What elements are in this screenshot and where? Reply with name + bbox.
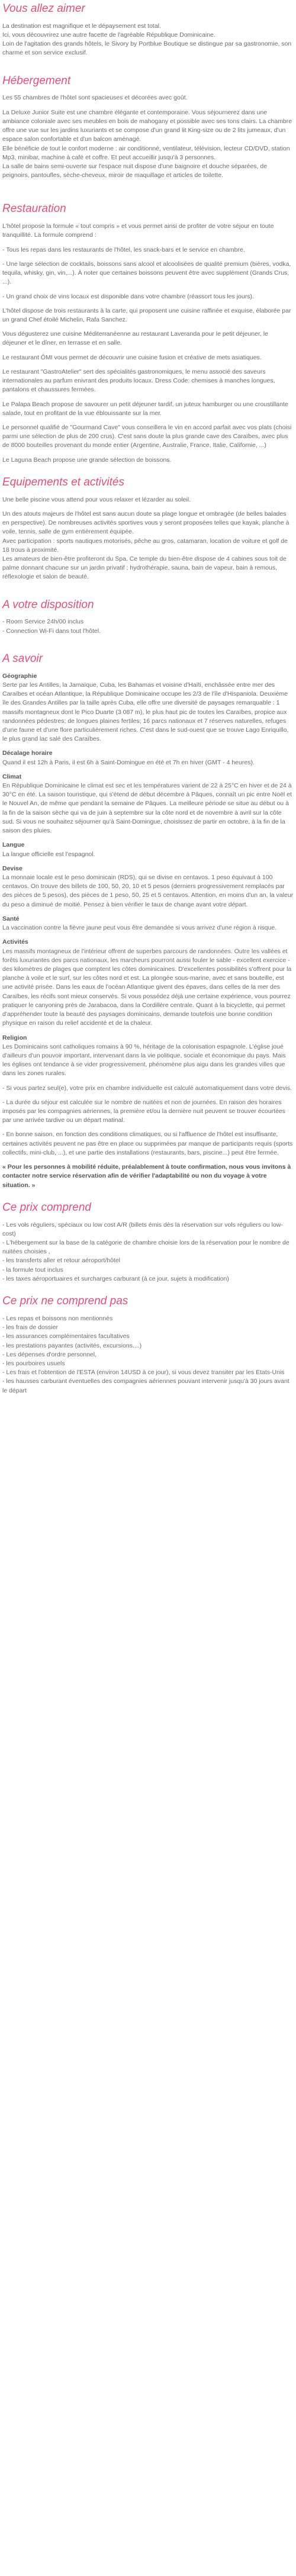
section-heading: Hébergement bbox=[2, 74, 71, 87]
section-disposition bbox=[2, 599, 294, 636]
note: - Si vous partez seul(e), votre prix en chambre individuelle est calculé automatiquement dans votre devis. bbox=[2, 1084, 292, 1092]
section-prix-comprend bbox=[2, 1201, 294, 1284]
section-heading: Vous allez aimer bbox=[2, 2, 85, 15]
section-heading: Equipements et activités bbox=[2, 475, 124, 488]
text-line: - Room Service 24h/00 inclus bbox=[2, 618, 84, 626]
closing-notice: « Pour les personnes à mobilité réduite, préalablement à toute confirmation, nous vous invitons à contacter notre service réservation afin de vérifier l'adaptabilité ou non du voyage à votre situation. » bbox=[2, 1163, 291, 1189]
list-item: - Les repas et boissons non mentionnés bbox=[2, 1314, 113, 1322]
list-item: - Les dépenses d'ordre personnel, bbox=[2, 1350, 97, 1358]
subheading-devise: Devise bbox=[2, 864, 22, 872]
subheading-decalage: Décalage horaire bbox=[2, 750, 53, 757]
paragraph: Le restaurant ÔMI vous permet de découvrir une cuisine fusion et créative de mets asiatiques. bbox=[2, 353, 262, 361]
paragraph: Le personnel qualifié de "Gourmand Cave" vous conseillera le vin en accord parfait avec vos plats (choisi parmi une sélection de plus de 200 crus). C'est sans doute la plus grande cave des Caraïbes, avec plus de 8000 bouteilles provenant du monde entier (Argentine, Australie, France, Italie, Californie, ...) bbox=[2, 423, 292, 449]
text-line: Loin de l'agitation des grands hôtels, le Sivory by Portblue Boutique se distingue par sa gastronomie, son charme et son service exclusif. bbox=[2, 40, 292, 57]
list-item: - les taxes aéroportuaires et surcharges carburant (à ce jour, sujets à modification) bbox=[2, 1275, 229, 1282]
subheading-climat: Climat bbox=[2, 773, 22, 780]
paragraph: Une belle piscine vous attend pour vous relaxer et lézarder au soleil. bbox=[2, 496, 191, 503]
excluded-list bbox=[2, 1314, 294, 1395]
subheading-religion: Religion bbox=[2, 1034, 27, 1041]
note: - La durée du séjour est calculée sur le nombre de nuitées et non de journées. En raison des horaires imposés par les compagnies aériennes, la première et/ou la dernière nuit peuvent se trouver écourtées par une arrivée tardive ou un départ matinal. bbox=[2, 1098, 286, 1124]
note: - En bonne saison, en fonction des conditions climatiques, ou si l'affluence de l'hôtel est insuffisante, certaines activités peuvent ne pas être en place ou supprimées par manque de participants requis (sports collectifs, mini-club, ...), et une partie des installations (restaurants, bars, piscine...) peut être fermée. bbox=[2, 1131, 293, 1156]
paragraph: - Tous les repas dans les restaurants de l'hôtel, les snack-bars et le service en chambre. bbox=[2, 246, 245, 253]
text-line: Ici, vous découvrirez une autre facette de l'agréable République Dominicaine. bbox=[2, 31, 215, 39]
text-line: La destination est magnifique et le dépaysement est total. bbox=[2, 22, 161, 30]
section-prix-ne-comprend bbox=[2, 1295, 294, 1395]
subheading-langue: Langue bbox=[2, 841, 25, 849]
paragraph: Un des atouts majeurs de l'hôtel est sans aucun doute sa plage longue et ombragée (de belles balades en perspective). De nombreuses activités sportives vous y seront proposées telles que kayak, planche à voile, tennis, salle de gym entièrement équipée. bbox=[2, 510, 289, 536]
list-item: - les assurances complémentaires facultatives bbox=[2, 1333, 130, 1340]
section-heading: Ce prix comprend bbox=[2, 1201, 91, 1214]
paragraph: Les Dominicains sont catholiques romains à 90 %, héritage de la colonisation espagnole. L'église joué d'ailleurs d'un pouvoir important, intervenant dans la vie politique, sociale et économique du pays. Mais les églises ont tendance à se vider progressivement, phénomène plus aigu dans les grandes villes que dans les zones rurales. bbox=[2, 1043, 286, 1078]
included-list bbox=[2, 1221, 294, 1284]
text-line: - Connection Wi-Fi dans tout l'hôtel. bbox=[2, 627, 101, 635]
section-heading: A votre disposition bbox=[2, 598, 94, 611]
paragraph: La salle de bains semi-ouverte sur l'espace nuit dispose d'une baignoire et douche séparées, de peignoirs, pantoufles, sèche-cheveux, miroir de maquillage et articles de toilette. bbox=[2, 163, 268, 179]
list-item: - les hausses carburant éventuelles des compagnies aériennes pouvant intervenir jusqu'à 30 jours avant le départ bbox=[2, 1378, 289, 1394]
section-heading: Restauration bbox=[2, 202, 66, 216]
section-heading: Ce prix ne comprend pas bbox=[2, 1295, 128, 1308]
paragraph: En République Dominicaine le climat est sec et les températures varient de 22 à 25°C en hiver et de 24 à 30°C en été. La saison touristique, qui s'étend de début décembre à Pâques, connaît un pic entre Noël et le Nouvel An, de même que pendant la semaine de Pâques. La meilleure période se situe au début ou à la fin de la saison sèche qui va de juin à septembre sur la côte nord et de novembre à avril sur la côte sud. Si vous ne souhaitez séjourner qu'à Saint-Domingue, choisissez de partir en octobre, à la fin de la saison des pluies. bbox=[2, 782, 292, 835]
paragraph: L'hôtel propose la formule « tout compris » et vous permet ainsi de profiter de votre séjour en toute tranquillité. La formule comprend : bbox=[2, 223, 274, 239]
paragraph: Serte par les Antilles, la Jamaïque, Cuba, les Bahamas et voisine d'Haïti, enchâssée entre mer des Caraïbes et océan Atlantique, la République Dominicaine occupe les 2/3 de l'île d'Hispaniola. Deuxième île des Grandes Antilles par la taille après Cuba, elle offre une diversité de paysages remarquable : 1 massifs montagneux dont le Pico Duarte (3 087 m), le plus haut pic de toutes les Caraïbes, propice aux randonnées pédestres; de longues plaines fertiles; 16 parcs nationaux et 7 réserves naturelles, refuges d'une faune et d'une flore particulièrement riches. C'est dans le sud-ouest que se trouve Lago Enriquillo, le plus grand lac salé des Caraïbes. bbox=[2, 681, 289, 743]
list-item: - Les vols réguliers, spéciaux ou low cost A/R (billets émis dès la réservation sur vols réguliers ou low-cost) bbox=[2, 1221, 283, 1237]
paragraph: Le restaurant "GastroAtelier" sert des spécialités gastronomiques, le menu associé des saveurs internationales au parfum enivrant des produits locaux. Dress Code: chemises à manches longues, pantalons et chaussures fermées. bbox=[2, 368, 275, 394]
paragraph: - Un grand choix de vins locaux est disponible dans votre chambre (réassort tous les jours). bbox=[2, 292, 254, 300]
section-restauration bbox=[2, 202, 294, 464]
paragraph: L'hôtel dispose de trois restaurants à la carte, qui proposent une cuisine raffinée et exquise, élaborée par un grand Chef étoilé Michelin, Rafa Sanchez. bbox=[2, 307, 291, 323]
paragraph: Vous dégusterez une cuisine Méditerranéenne au restaurant Laveranda pour le petit déjeuner, le déjeuner et le dîner, en terrasse et en salle. bbox=[2, 330, 268, 347]
list-item: - les prestations payantes (activités, excursions....) bbox=[2, 1342, 142, 1349]
list-item: - les transferts aller et retour aéroport/hôtel bbox=[2, 1257, 121, 1265]
section-a-savoir bbox=[2, 652, 294, 1190]
section-hebergement bbox=[2, 75, 294, 181]
paragraph: Les massifs montagneux de l'intérieur offrent de superbes parcours de randonnées. Outre les vallées et forêts luxuriantes des parcs nationaux, les marcheurs pourront aussi fouler le sable - excellent exercice - des kilomètres de plages que comptent les côtes dominicaines. D'excellentes possibilités s'offrent pour la planche à voile et le surf, sur les côtes nord et est. La plongée sous-marine, avec et sans bouteille, est une activité prisée. Dans les eaux de l'océan Atlantique givent des épaves, dans celles de la mer des Caraïbes, les récifs sont mieux conservés. Si vous possédez déjà une certaine expérience, vous pourrez pratiquer le canyoning près de Jarabacoa, dans la Cordillère centrale. Quant à la bicyclette, qui permet d'appréhender toute la beauté des paysages dominicains, demande toutefois une bonne condition physique en raison du relief accidenté et de la chaleur. bbox=[2, 947, 292, 1027]
paragraph: La Deluxe Junior Suite est une chambre élégante et contemporaine. Vous séjournerez dans une ambiance coloniale avec ses meubles en bois de mahogany et possible avec ses tons clairs. La chambre offre une vue sur les jardins luxuriants et se compose d'un grand lit King-size ou de 2 lits jumeaux, d'un espace salon confortable et d'un balcon aménagé. bbox=[2, 108, 292, 143]
section-vous-allez-aimer bbox=[2, 2, 294, 58]
paragraph: La monnaie locale est le peso dominicain (RDS), qui se divise en centavos. 1 peso équivaut à 100 centavos. On trouve des billets de 100, 50, 20, 10 et 5 pesos (derniers progressivement remplacés par des pièces de 5 pesos), des pièces de 1 peso, 50, 25 et 5 centavos. Attention, en moins d'un an, la valeur du peso a diminué de moitié. Pensez à bien vérifier le taux de change avant votre départ. bbox=[2, 874, 294, 908]
section-heading: A savoir bbox=[2, 652, 43, 665]
subheading-geographie: Géographie bbox=[2, 672, 37, 680]
paragraph: - Une large sélection de cocktails, boissons sans alcool et alcoolisées de qualité premium (bières, vodka, tequila, whisky, gin, vin,...). À noter que certaines boissons peuvent être avec supplément (Grands Crus, ...). bbox=[2, 260, 291, 286]
list-item: - L'hébergement sur la base de la catégorie de chambre choisie lors de la réservation pour le nombre de nuitées choisies , bbox=[2, 1239, 289, 1256]
list-item: - la formule tout inclus bbox=[2, 1266, 63, 1273]
paragraph: Quand il est 12h à Paris, il est 6h à Saint-Domingue en été et 7h en hiver (GMT - 4 heures). bbox=[2, 758, 255, 766]
subheading-activites: Activités bbox=[2, 938, 28, 946]
list-item: - les pourboires usuels bbox=[2, 1360, 65, 1367]
paragraph: Les amateurs de bien-être profiteront du Spa. Ce temple du bien-être dispose de 4 cabines sous toit de palme donnant chacune sur un jardin privatif ; hydrothérapie, sauna, bain de vapeur, bain à remous, réflexologie et salon de beauté. bbox=[2, 555, 287, 581]
paragraph: Les 55 chambres de l'hôtel sont spacieuses et décorées avec goût. bbox=[2, 94, 188, 102]
paragraph: Le Palapa Beach propose de savourer un petit déjeuner tardif, un juteux hamburger ou une croustillante salade, tout en profitant de la vue éblouissante sur la mer. bbox=[2, 400, 288, 417]
paragraph: La vaccination contre la fièvre jaune peut vous être demandée si vous arrivez d'une région à risque. bbox=[2, 924, 277, 932]
paragraph: Le Laguna Beach propose une grande sélection de boissons. bbox=[2, 456, 172, 464]
list-item: - les frais de dossier bbox=[2, 1324, 58, 1332]
subheading-sante: Santé bbox=[2, 915, 20, 922]
list-item: - Les frais et l'obtention de l'ESTA (environ 14USD à ce jour), si vous devez transiter par les Etats-Unis bbox=[2, 1369, 285, 1377]
section-equipements bbox=[2, 476, 294, 582]
paragraph: Avec participation : sports nautiques motorisés, pêche au gros, catamaran, location de voiture et golf de 18 trous à proximité. bbox=[2, 537, 288, 554]
paragraph: Elle bénéficie de tout le confort moderne : air conditionné, ventilateur, télévision, lecteur CD/DVD, station Mp3, minibar, machine à café et coffre. Et peut accueillir jusqu'à 3 personnes. bbox=[2, 144, 290, 161]
paragraph: La langue officielle est l'espagnol. bbox=[2, 850, 95, 858]
